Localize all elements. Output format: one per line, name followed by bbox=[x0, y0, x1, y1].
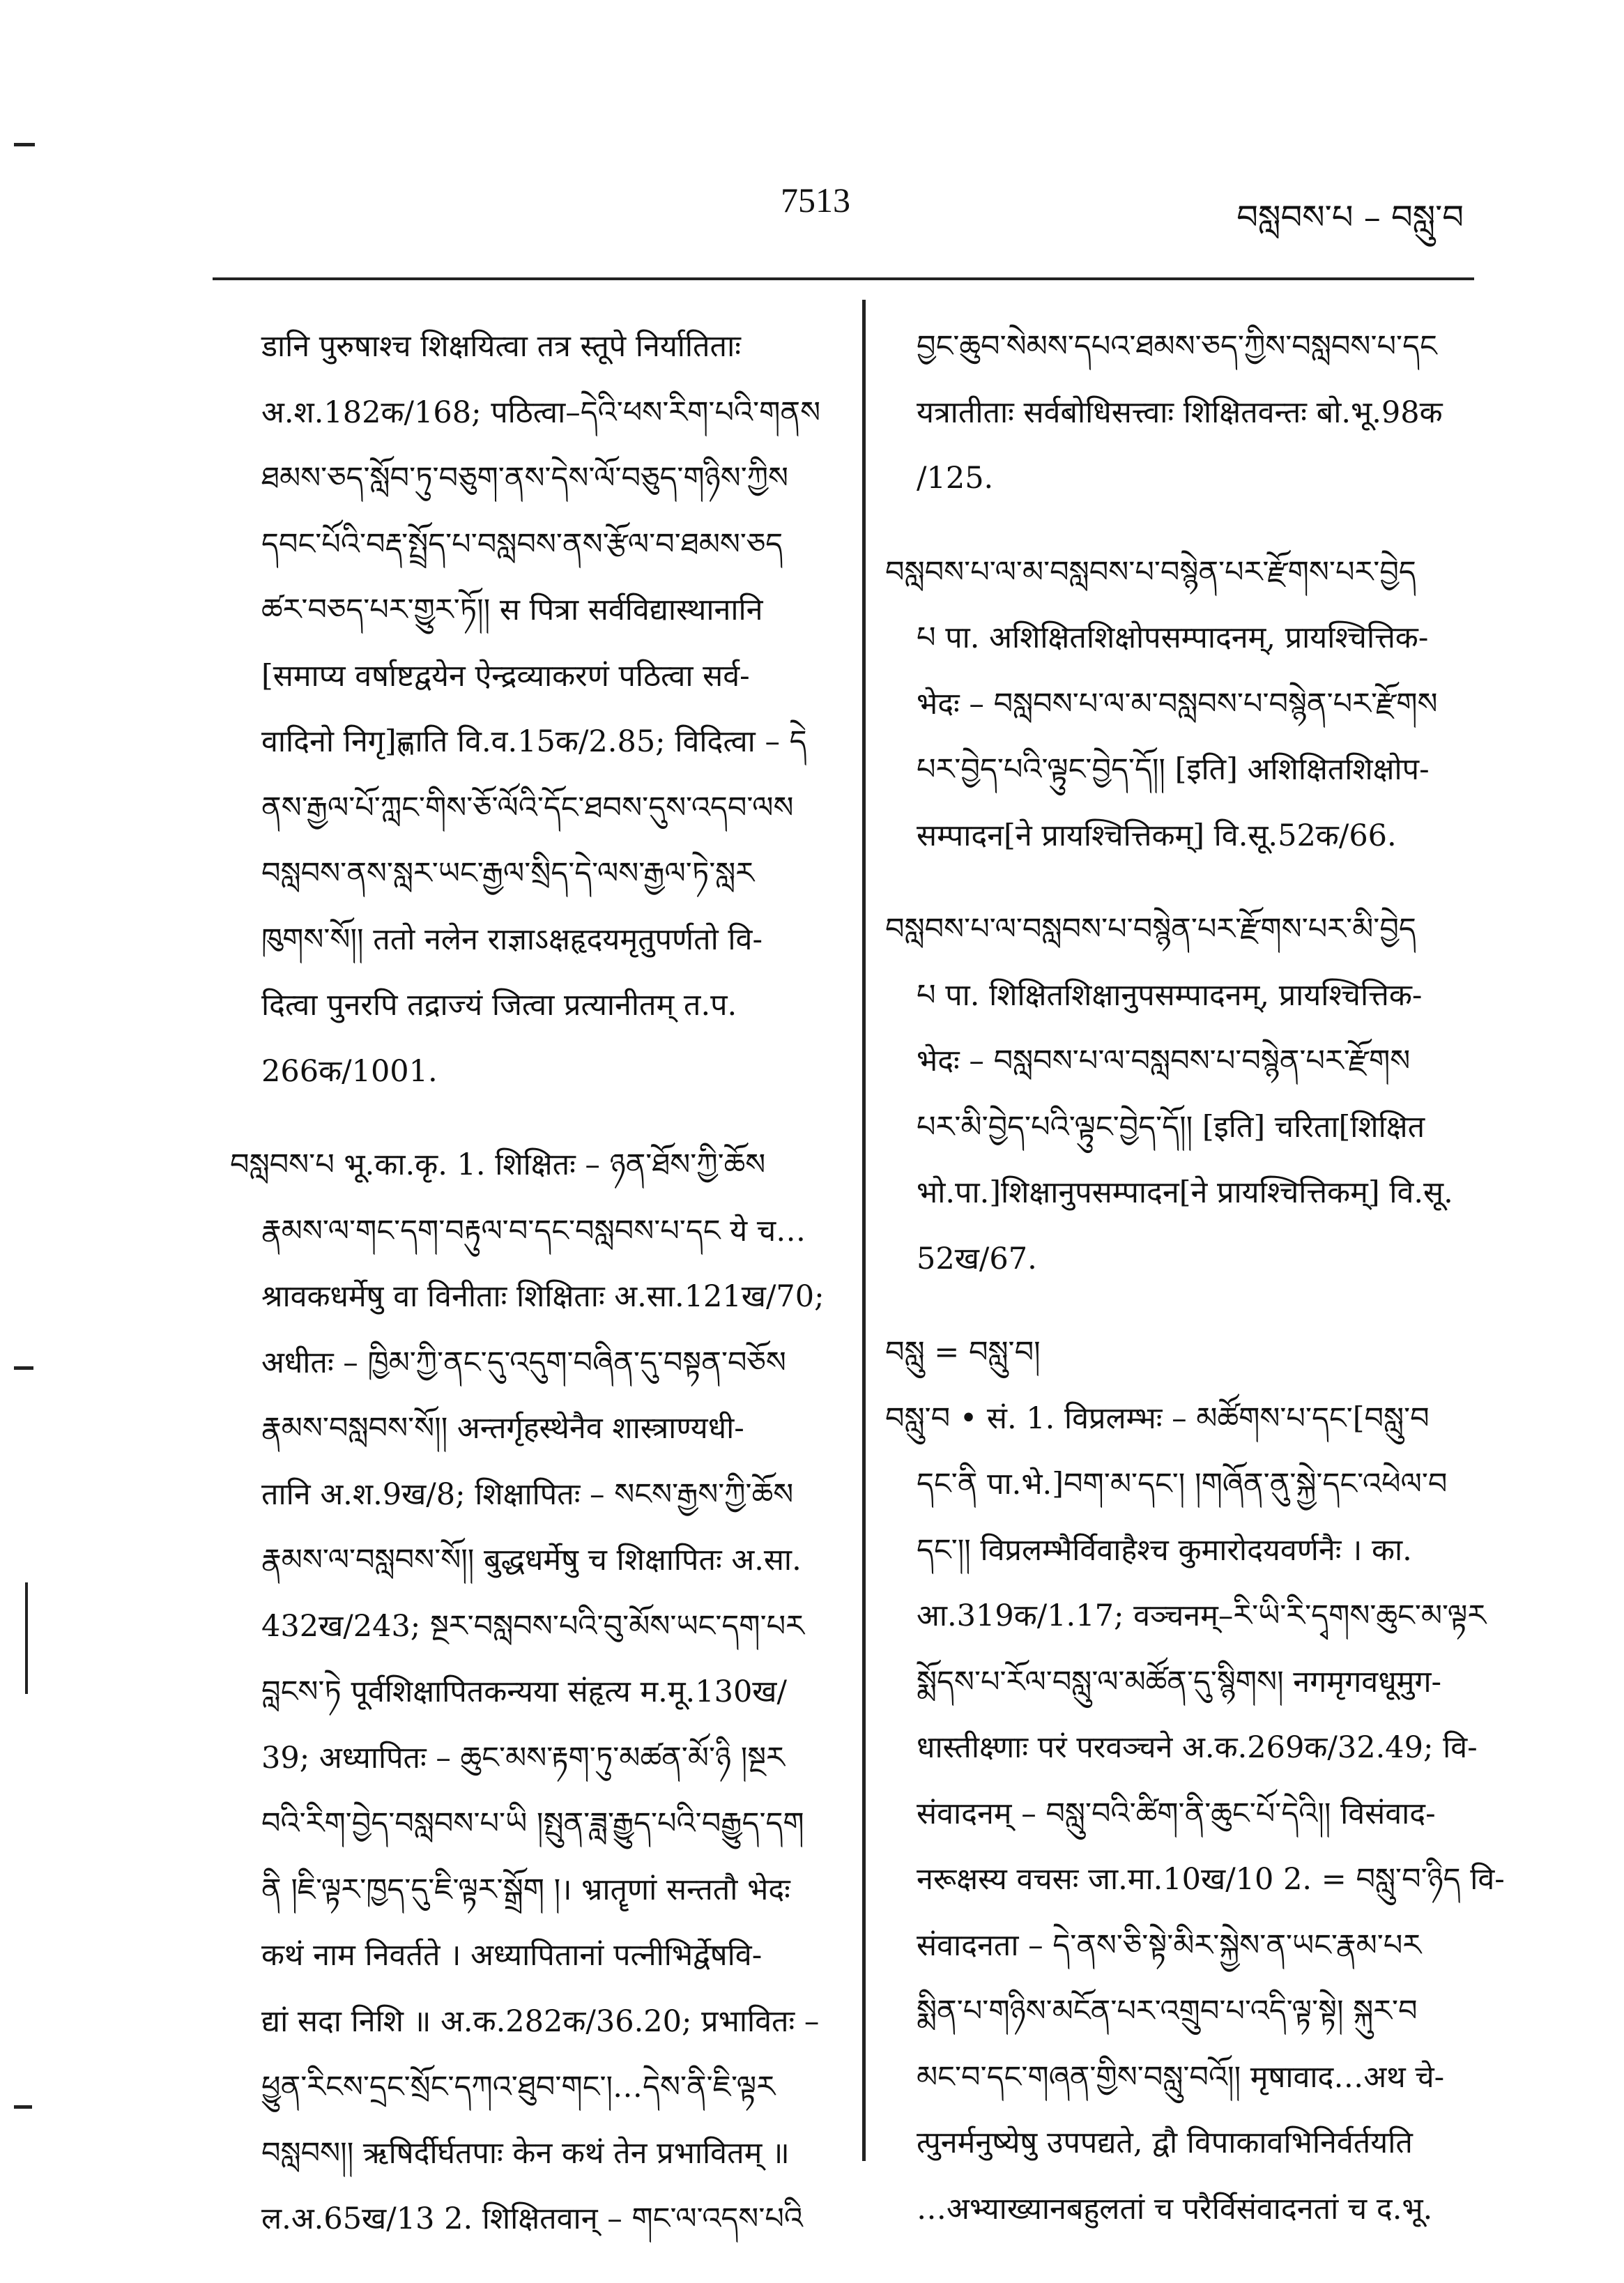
text-line: བའི་རིག་བྱེད་བསླབས་པ་ཡི །སྤུན་ཟླ་རྒྱུད་པའི་བརྒྱུད་དག bbox=[261, 1806, 804, 1841]
margin-mark bbox=[14, 1366, 33, 1370]
text-line: ནས་རྒྱལ་པོ་ཀླང་གིས་ཅོ་ལོའི་དོང་ཐབས་དུས་འདབ་ལས bbox=[261, 790, 794, 825]
margin-mark bbox=[14, 143, 35, 146]
text-line: सम्पादन[ने प्रायश्चित्तिकम्] वि.सू.52क/66. bbox=[917, 818, 1397, 853]
margin-mark bbox=[14, 2105, 32, 2109]
text-line: अ.श.182क/168; पठित्वा–དེའི་ཕས་རིག་པའི་གནས bbox=[261, 395, 821, 430]
entry-headword-line: བསླུ = བསླུ་བ། bbox=[885, 1335, 1041, 1370]
text-line: པར་བྱེད་པའི་ལྟུང་བྱེད་དོ།། [इति] अशिक्षितशिक्षोप- bbox=[917, 752, 1430, 787]
text-line: त्पुनर्मनुष्येषु उपपद्यते, द्वौ विपाकावभिनिर्वर्तयति bbox=[917, 2125, 1413, 2160]
text-line: སྨོདས་པ་རོལ་བསླུ་ལ་མཚོན་དུ་སྙིགས། नगमृगवधूमुग- bbox=[917, 1664, 1442, 1700]
text-line: …अभ्याख्यानबहुलतां च परैर्विसंवादनतां च द.भू. bbox=[917, 2191, 1433, 2227]
text-line: 52ख/67. bbox=[917, 1241, 1037, 1276]
text-line: [समाप्य वर्षाष्टद्वयेन ऐन्द्रव्याकरणं पठित्वा सर्व- bbox=[261, 658, 750, 694]
text-line: རྣམས་ལ་བསླབས་སོ།། बुद्धधर्मेषु च शिक्षापितः अ.सा. bbox=[261, 1543, 802, 1578]
header-rule bbox=[213, 277, 1474, 280]
text-line: བསླབས།། ऋषिर्दीर्घतपाः केन कथं तेन प्रभावितम् ॥ bbox=[261, 2135, 790, 2171]
text-line: དང་ནི पा.भे.]བག་མ་དང་། །གཞོན་ནུ་སྐྱེ་དང་འཕེལ་བ bbox=[917, 1467, 1448, 1502]
margin-mark bbox=[25, 1582, 28, 1694]
text-line: 266क/1001. bbox=[261, 1053, 438, 1089]
text-line: कथं नाम निवर्तते । अध्यापितानां पत्नीभिर्द्वेषवि- bbox=[261, 1938, 763, 1973]
text-line: 432ख/243; སྔར་བསླབས་པའི་བུ་མོས་ཡང་དག་པར bbox=[261, 1608, 804, 1644]
text-line: संवादनता – དེ་ནས་ཅི་སྟེ་མིར་སྐྱེས་ན་ཡང་རྣམ་པར bbox=[917, 1927, 1422, 1963]
entry-headword-line: བསླབས་པ་ལ་མ་བསླབས་པ་བསྙེན་པར་རྫོགས་པར་བྱེད bbox=[885, 554, 1416, 590]
text-line: यत्रातीताः सर्वबोधिसत्त्वाः शिक्षितवन्तः बो.भू.98क bbox=[917, 395, 1443, 430]
right-column bbox=[885, 314, 1505, 2242]
entry-headword-line: བསླབས་པ भू.का.कृ. 1. शिक्षितः – ཉན་ཐོས་ཀྱི་ཆོས bbox=[230, 1147, 766, 1182]
entry-headword-line: བསླུ་བ • सं. 1. विप्रलम्भः – མཚོགས་པ་དང་[བསླུ་བ bbox=[885, 1400, 1430, 1436]
text-line: ཐམས་ཅད་སློབ་ཏུ་བཅུག་ནས་དེས་ལོ་བཅུད་གཉིས་ཀྱིས bbox=[261, 461, 789, 496]
text-line: རྣམས་བསླབས་སོ།། अन्तर्गृहस्थेनैव शास्त्राण्यधी- bbox=[261, 1411, 744, 1446]
column-divider bbox=[862, 300, 866, 2161]
text-line: श्रावकधर्मेषु वा विनीताः शिक्षिताः अ.सा.121ख/70; bbox=[261, 1279, 825, 1314]
text-line: ल.अ.65ख/13 2. शिक्षितवान् – གང་ལ་འདས་པའི bbox=[261, 2201, 804, 2236]
text-line: ཚར་བཅད་པར་གྱུར་ཏོ།། स पित्रा सर्वविद्यास्थानानि bbox=[261, 593, 763, 627]
entry-headword-line: བསླབས་པ་ལ་བསླབས་པ་བསྙེན་པར་རྫོགས་པར་མི་བྱེད bbox=[885, 912, 1416, 947]
text-line: དང་།། विप्रलम्भैर्विवाहैश्च कुमारोदयवर्णनैः । का. bbox=[917, 1532, 1412, 1568]
text-line: པ पा. अशिक्षितशिक्षोपसम्पादनम्, प्रायश्चित्तिक- bbox=[917, 620, 1429, 655]
text-line: 39; अध्यापितः – ཆུང་མས་རྟག་ཏུ་མཚན་མོ་ཉི །སྔར bbox=[261, 1740, 785, 1776]
text-line: པ पा. शिक्षितशिक्षानुपसम्पादनम्, प्रायश्चित्तिक- bbox=[917, 977, 1423, 1013]
text-line: ཁུགས་སོ།། ततो नलेन राज्ञाऽक्षहृदयमृतुपर्णतो वि- bbox=[261, 922, 763, 957]
text-line: तानि अ.श.9ख/8; शिक्षापितः – སངས་རྒྱས་ཀྱི་ཆོས bbox=[261, 1476, 794, 1512]
text-line: པར་མི་བྱེད་པའི་ལྟུང་བྱེད་དོ།། [इति] चरिता[शिक्षित bbox=[917, 1109, 1425, 1145]
text-line: डानि पुरुषाश्च शिक्षयित्वा तत्र स्तूपे निर्यातिताः bbox=[261, 329, 741, 364]
text-line: བླངས་ཏེ पूर्वशिक्षापितकन्यया संहृत्य म.मू.130ख/ bbox=[261, 1674, 787, 1709]
text-line: भो.पा.]शिक्षानुपसम्पादन[ने प्रायश्चित्तिकम्] वि.सू. bbox=[917, 1175, 1453, 1210]
text-line: दित्वा पुनरपि तद्राज्यं जित्वा प्रत्यानीतम् त.प. bbox=[261, 988, 737, 1023]
text-line: द्यां सदा निशि ॥ अ.क.282क/36.20; प्रभावितः – bbox=[261, 2003, 820, 2039]
text-line: སྨིན་པ་གཉིས་མངོན་པར་འགྲུབ་པ་འདི་ལྟ་སྟེ། སྐུར་བ bbox=[917, 1994, 1418, 2029]
text-line: वादिनो निगृ]ह्णाति वि.व.15क/2.85; विदित्वा – དེ bbox=[261, 724, 807, 759]
running-head: བསླབས་པ – བསླུ་བ bbox=[1236, 198, 1464, 237]
text-line: अधीतः – ཁྱིམ་ཀྱི་ནང་དུ་འདུག་བཞིན་དུ་བསྟན་བཅོས bbox=[261, 1345, 786, 1380]
text-line: དབང་པོའི་བརྡ་སྤྲོད་པ་བསླབས་ནས་རྩོལ་བ་ཐམས་ཅད bbox=[261, 526, 783, 562]
page-number: 7513 bbox=[781, 181, 850, 220]
text-line: भेदः – བསླབས་པ་ལ་མ་བསླབས་པ་བསྙེན་པར་རྫོགས bbox=[917, 686, 1438, 721]
text-line: धास्तीक्ष्णाः परं परवञ्चने अ.क.269क/32.49; वि- bbox=[917, 1730, 1478, 1765]
text-line: བསླབས་ནས་སླར་ཡང་རྒྱལ་སྲིད་དེ་ལས་རྒྱལ་ཏེ་སླར bbox=[261, 856, 755, 891]
left-column bbox=[230, 314, 829, 2252]
text-line: /125. bbox=[917, 461, 994, 496]
text-line: आ.319क/1.17; वञ्चनम्–རི་ཡི་རི་དྭགས་ཆུང་མ་ལྟར bbox=[917, 1598, 1487, 1633]
text-line: ནི །ཇི་ལྟར་ཁྱད་དུ་ཇི་ལྟར་སྒྲོག །। भ्रातॄणां सन्ततौ भेदः bbox=[261, 1872, 790, 1907]
text-line: མང་བ་དང་གཞན་གྱིས་བསླུ་བའོ།། मृषावाद…अथ चे- bbox=[917, 2059, 1445, 2095]
text-line: संवादनम् – བསླུ་བའི་ཚིག་ནི་ཆུང་པོ་དེའི།། विसंवाद- bbox=[917, 1796, 1436, 1831]
text-line: भेदः – བསླབས་པ་ལ་བསླབས་པ་བསྙེན་པར་རྫོགས bbox=[917, 1044, 1411, 1078]
text-line: ཕྱུན་རིངས་དྲང་སྲོང་དཀའ་ཐུབ་གང་།…དེས་ནི་ཇི་ལྟར bbox=[261, 2070, 776, 2105]
text-line: བྱང་ཆུབ་སེམས་དཔའ་ཐམས་ཅད་ཀྱིས་བསླབས་པ་དང bbox=[917, 329, 1437, 364]
text-line: རྣམས་ལ་གང་དག་བརྟུལ་བ་དང་བསླབས་པ་དང ये च… bbox=[261, 1213, 806, 1249]
text-line: नरूक्षस्य वचसः जा.मा.10ख/10 2. = བསླུ་བ་ཉིད वि- bbox=[917, 1862, 1505, 1897]
